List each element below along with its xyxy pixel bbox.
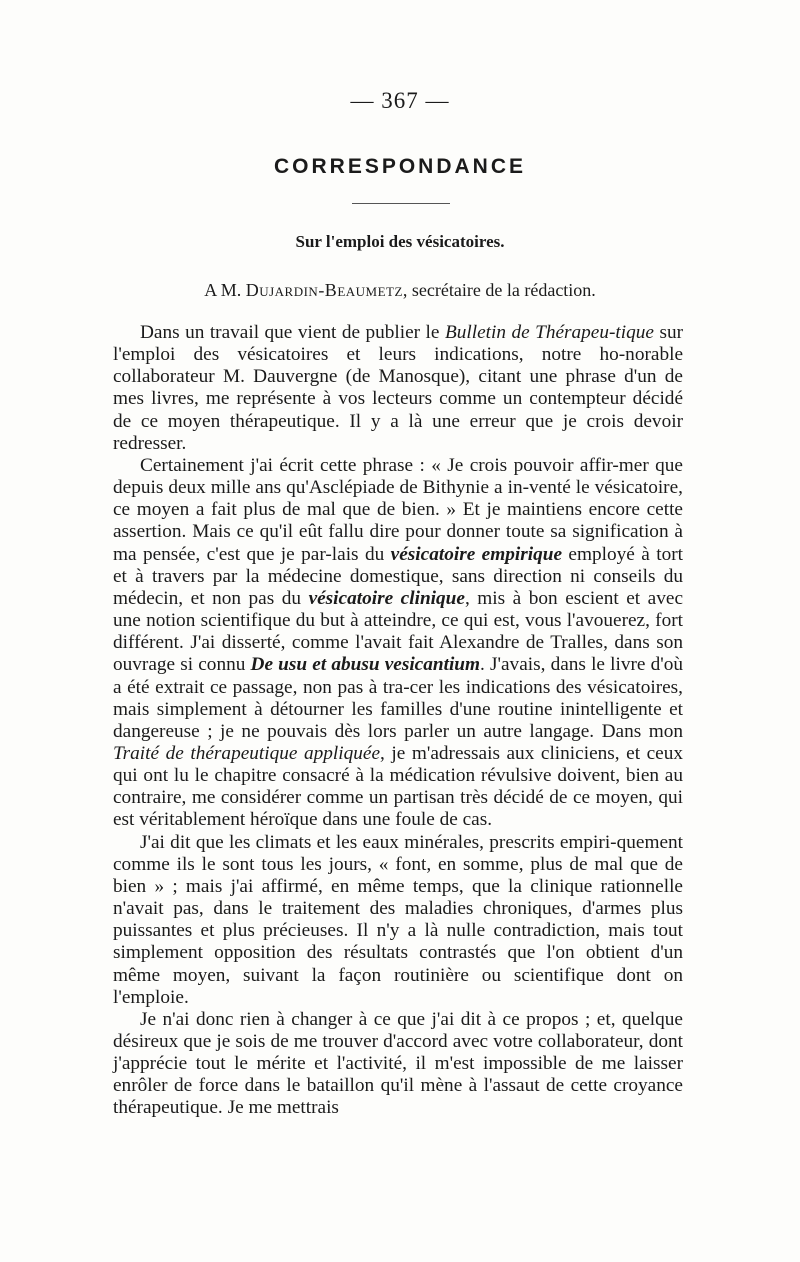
paragraph-2: [113, 455, 683, 832]
emphasis-term: vésicatoire empirique: [390, 543, 563, 565]
paragraph-1: [113, 322, 683, 455]
paragraph-text: sur l'emploi des vésicatoires et leurs indications, notre ho-norable collaborateur M. Dauvergne (de Manosque), citant une phrase d'un de mes livres, me représente à vos lecteurs comme un contempteur décidé de ce moyen thérapeutique. Il y a là une erreur que je crois devoir redresser.: [113, 322, 684, 454]
paragraph-text: employé à tort et à travers par la médecine domestique, sans direction ni conseils du médecin, et non pas du: [113, 543, 683, 609]
paragraph-text: Certainement j'ai écrit cette phrase : « Je crois pouvoir affir-mer que depuis deux mille ans qu'Asclépiade de Bithynie a in-venté le vésicatoire, ce moyen a fait plus de mal que de bien. » Et je maintiens encore cette assertion. Mais ce qu'il eût fallu dire pour donner toute sa signification à ma pensée, c'est que je par-lais du: [113, 454, 683, 565]
emphasis-term: vésicatoire clinique: [308, 587, 465, 609]
letter-address: [0, 280, 800, 301]
paragraph-text: , mis à bon escient et avec une notion scientifique du but à atteindre, ce qui est, vous l'avouerez, fort différent. J'ai disserté, comme l'avait fait Alexandre de Tralles, dans son ouvrage si connu: [113, 587, 683, 676]
paragraph-text: . J'avais, dans le livre d'où a été extrait ce passage, non pas à tra-cer les indications des vésicatoires, mais simplement à détourner les familles d'une routine inintelligente et dangereuse ; je ne pouvais dès lors parler un autre langage. Dans mon: [113, 654, 684, 742]
journal-title: Bulletin de Thérapeu-tique: [444, 322, 654, 343]
paragraph-text: , je m'adressais aux cliniciens, et ceux qui ont lu le chapitre consacré à la médication révulsive doivent, bien au contraire, me considérer comme un partisan très décidé de ce moyen, qui est véritablement héroïque dans une foule de cas.: [113, 742, 684, 831]
addressee-name: Dujardin-Beaumetz: [245, 280, 403, 300]
paragraph-text: Dans un travail que vient de publier le: [140, 322, 445, 343]
article-subtitle: Sur l'emploi des vésicatoires.: [295, 232, 505, 251]
paragraph-4: [113, 1009, 683, 1120]
paragraph-3: [113, 832, 683, 1009]
address-prefix: A M.: [204, 280, 246, 300]
paragraph-text: J'ai dit que les climats et les eaux minérales, prescrits empiri-quement comme ils le sont tous les jours, « font, en somme, plus de mal que de bien » ; mais j'ai affirmé, en même temps, que la clinique rationnelle n'avait pas, dans le traitement des maladies chroniques, d'armes plus puissantes et plus précieuses. Il n'y a là nulle contradiction, mais tout simplement opposition des résultats contrastés que l'on obtient d'un même moyen, suivant la façon routinière ou scientifique dont on l'emploie.: [113, 831, 683, 1008]
heading-rule: [352, 203, 450, 204]
work-title: Traité de thérapeutique appliquée: [113, 742, 381, 764]
work-title: De usu et abusu vesicantium: [250, 654, 481, 676]
address-suffix: , secrétaire de la rédaction.: [402, 280, 596, 300]
paragraph-text: Je n'ai donc rien à changer à ce que j'ai dit à ce propos ; et, quelque désireux que je sois de me trouver d'accord avec votre collaborateur, dont j'apprécie tout le mérite et l'activité, il m'est impossible de me laisser enrôler de force dans le bataillon qu'il mène à l'assaut de cette croyance thérapeutique. Je me mettrais: [113, 1008, 683, 1119]
page-number: — 367 —: [350, 88, 450, 113]
letter-body: [113, 322, 683, 1120]
section-heading: CORRESPONDANCE: [273, 155, 527, 178]
